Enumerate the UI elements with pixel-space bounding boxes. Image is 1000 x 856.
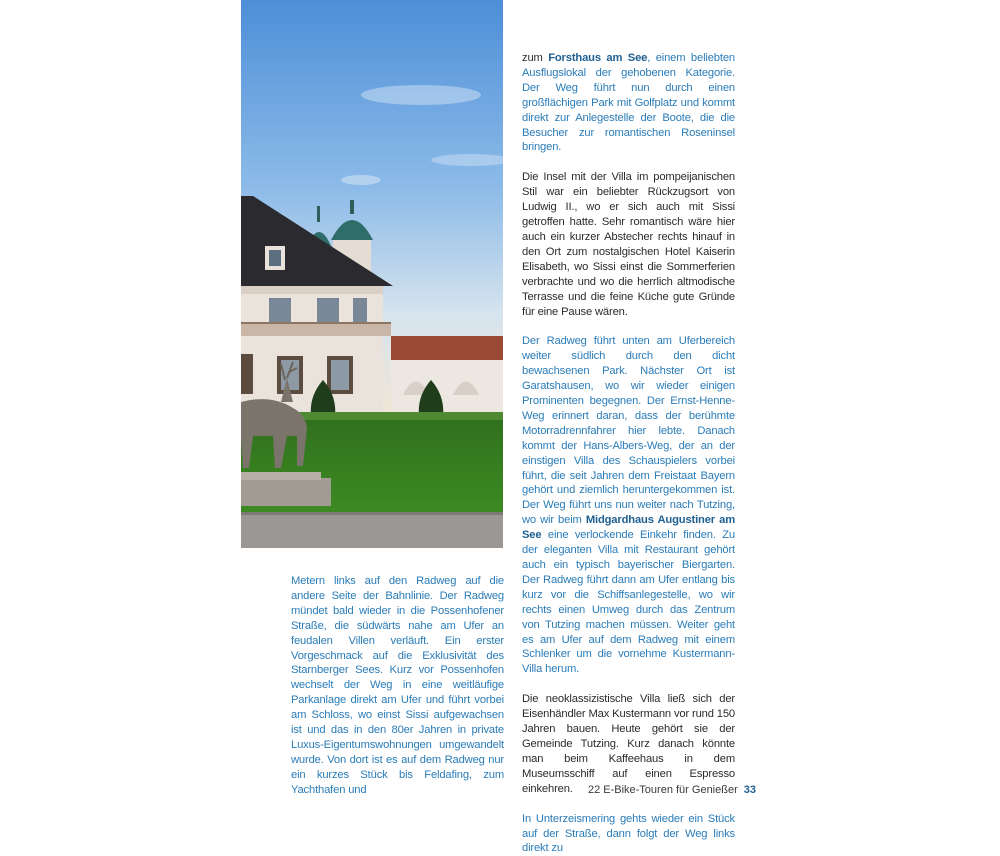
midgardhaus-highlight: Midgardhaus Augustiner am See (522, 514, 735, 542)
left-text-column (291, 574, 504, 798)
castle-photo (241, 0, 503, 548)
p1-post-text: , einem beliebten Ausflugslokal der gehobenen Kategorie. Der Weg führt nun durch einen großflächigen Park mit Golfplatz und kommt direkt zur Anlegestelle der Boote, die die Besucher zur romantischen Roseninsel bringen. (522, 52, 735, 154)
page-number: 33 (743, 784, 756, 796)
left-paragraph: Metern links auf den Radweg auf die andere Seite der Bahnlinie. Der Radweg mündet bald wieder in die Possenhofener Straße, die südwärts nahe am Ufer an feudalen Villen verläuft. Ein erster Vorgeschmack auf die Exklusivität des Starnberger Sees. Kurz vor Possenhofen wechselt der Weg in eine weitläufige Parkanlage direkt am Ufer und führt vorbei am Schloss, wo einst Sissi aufgewachsen ist und das in den 80er Jahren in private Luxus-Eigentumswohnungen umgewandelt wurde. Von dort ist es auf dem Radweg nur ein kurzes Stück bis Feldafing, zum Yachthafen und (291, 575, 504, 796)
p1-pre-text: zum (522, 52, 549, 64)
forsthaus-highlight: Forsthaus am See (548, 52, 648, 64)
book-title: 22 E-Bike-Touren für Genießer (587, 784, 738, 796)
right-paragraph-5: In Unterzeismering gehts wieder ein Stück auf der Straße, dann folgt der Weg links direkt zu (522, 812, 735, 855)
p3-post-text: eine verlockende Einkehr finden. Zu der eleganten Villa mit Restaurant gehört auch ein typisch bayerischer Biergarten. Der Radweg führt dann am Ufer entlang bis kurz vor die Schiffsanlegestelle, wo wir rechts einen Umweg durch das Zentrum von Tutzing machen müssen. Weiter geht es am Ufer auf dem Radweg mit einem Schlenker um die vornehme Kustermann-Villa herum. (522, 529, 735, 676)
right-paragraph-1 (522, 51, 735, 155)
p3-pre-text: Der Radweg führt unten am Uferbereich weiter südlich durch den dicht bewachsenen Park. Nächster Ort ist Garatshausen, wo wir wieder einigen Prominenten begegnen. Der Ernst-Henne-Weg erinnert daran, dass der berühmte Motorradrennfahrer hier lebte. Danach kommt der Hans-Albers-Weg, der an der einstigen Villa des Schauspielers vorbei führt, die seit Jahren dem Freistaat Bayern gehört und ziemlich heruntergekommen ist. Der Weg führt uns nun weiter nach Tutzing, wo wir beim (522, 335, 735, 527)
right-paragraph-2: Die Insel mit der Villa im pompeijanischen Stil war ein beliebter Rückzugsort von Ludwig II., wo er sich auch mit Sissi getroffen hatte. Sehr romantisch wäre hier auch ein kurzer Abstecher rechts hinauf in den Ort zum nostalgischen Hotel Kaiserin Elisabeth, wo Sissi einst die Sommerferien verbrachte und wo die herrlich altmodische Terrasse und die feine Küche gute Gründe für eine Pause wären. (522, 171, 735, 318)
page-footer (560, 784, 756, 796)
right-paragraph-4: Die neoklassizistische Villa ließ sich der Eisenhändler Max Kustermann vor rund 150 Jahren bauen. Heute gehört sie der Gemeinde Tutzing. Kurz danach könnte man beim Kaffeehaus in dem Museumsschiff auf einen Espresso einkehren. (522, 693, 735, 795)
right-text-column (522, 51, 735, 856)
castle-photo-illustration (241, 0, 503, 548)
right-paragraph-3 (522, 334, 735, 677)
